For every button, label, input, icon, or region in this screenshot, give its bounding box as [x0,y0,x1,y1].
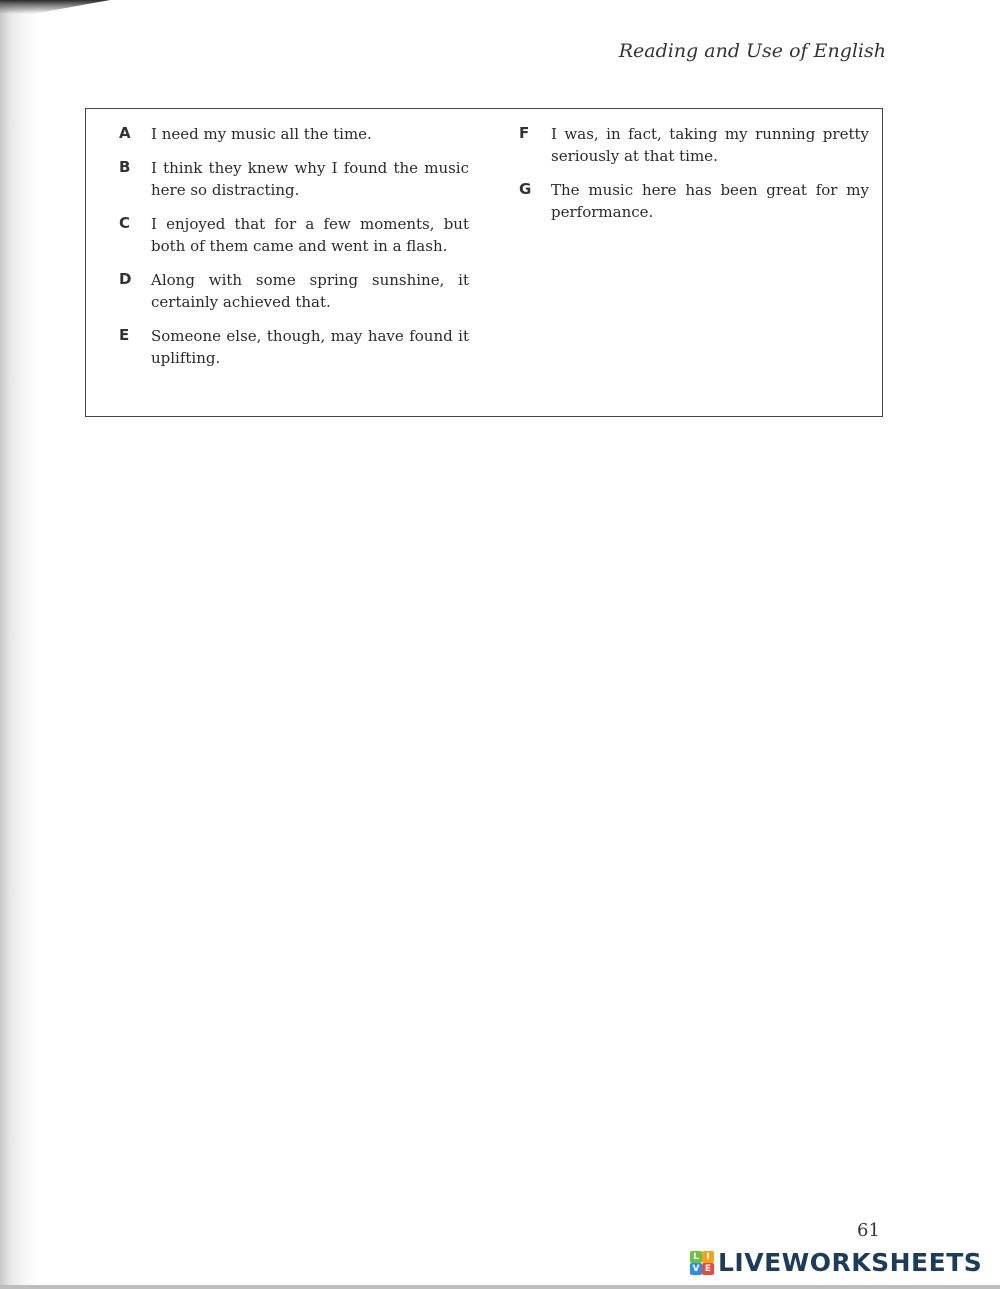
scan-bottom-edge [0,1285,1000,1289]
option-f [519,123,871,167]
page-number: 61 [857,1220,880,1241]
scan-corner-shadow [0,0,110,14]
option-text: I need my music all the time. [151,125,372,143]
option-d [119,269,471,313]
option-text: I enjoyed that for a few moments, but both of them came and went in a flash. [151,215,469,255]
option-letter: A [119,124,131,142]
logo-tile: V [690,1263,702,1275]
option-text: The music here has been great for my performance. [551,181,869,221]
option-e [119,325,471,369]
option-g [519,179,871,223]
option-text: I think they knew why I found the music here so distracting. [151,159,469,199]
option-text: I was, in fact, taking my running pretty seriously at that time. [551,125,869,165]
options-box [85,108,883,417]
option-letter: C [119,214,131,232]
option-letter: B [119,158,131,176]
logo-tile: L [690,1251,702,1263]
option-letter: D [119,270,132,288]
option-text: Someone else, though, may have found it uplifting. [151,327,469,367]
running-head: Reading and Use of English [618,40,886,62]
option-b [119,157,471,201]
option-letter: G [519,180,532,198]
brand-name: LIVEWORKSHEETS [718,1248,983,1277]
scan-shadow-edge [0,0,38,1289]
option-letter: E [119,326,130,344]
options-right-column [519,123,871,235]
liveworksheets-logo-icon [690,1251,714,1275]
option-c [119,213,471,257]
logo-tile: E [702,1263,714,1275]
options-left-column [119,123,471,381]
logo-tile: I [702,1251,714,1263]
option-letter: F [519,124,530,142]
option-a [119,123,471,145]
option-text: Along with some spring sunshine, it certainly achieved that. [151,271,469,311]
liveworksheets-logo[interactable] [690,1248,982,1277]
